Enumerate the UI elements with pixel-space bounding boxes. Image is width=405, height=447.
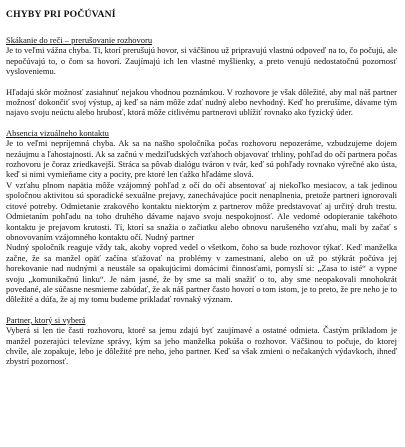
paragraph: Hľadajú skôr možnosť zasiahnuť nejakou vhodnou poznámkou. V rozhovore je však dôležité, aby mal náš partner možnosť dokončiť svoj výstup, aj keď sa nám môže zdať nudný alebo nevhodný. Keď ho prerušíme, dávame tým najavo svoju neúctu alebo hrubosť, ktorá môže citlivému partnerovi ublížiť rovnako ako fyzický úder. [6, 86, 397, 118]
section-eye-contact [6, 128, 397, 305]
section-heading: Absencia vizuálneho kontaktu [6, 127, 109, 138]
paragraph: Nudný spoločník reaguje vždy tak, akoby vopred vedel o všetkom, čoho sa bude rozhovor týkať. Keď manželka začne, že sa manžel opäť začína sťažovať na problémy v zamestnaní, alebo on už po stýkrát počúva jej horekovanie nad nudnými a neustále sa opakujúcimi domácimi činnosťami, pomyslí si: „Zasa to isté“ a vypne svoju „komunikačnú linku“. Je nám jasné, že by sme sa mali snažiť o to, aby sme neopakovali mnohokrát povedané, ale súčasne nesmieme zabúdať, že ak náš partner často hovorí o tom istom, je to preto, že pre neho je to dôležité a dúfa, že aj my tomu budeme prikladať rovnaký význam. [6, 242, 397, 305]
section-heading: Skákanie do reči – prerušovanie rozhovoru [6, 35, 153, 45]
paragraph: Je to veľmi nepríjemná chyba. Ak sa na našho spoločníka počas rozhovoru nepozeráme, vzbudzujeme dojem nezáujmu a ľahostajnosti. Ak sa začnú v medziľudských vzťahoch objavovať trhliny, pohľad do očí partnera počas rozhovoru je čoraz zriedkavejší. Strácа sa pôvab dialógu tváron v tvár, keď sú pohľady rovnako výrečné ako ústa, keď si nimi vymieňame city a pocity, pre ktoré len ťažko hľadáme slová. [6, 138, 397, 180]
document-title: CHYBY PRI POČÚVANÍ [6, 9, 116, 20]
paragraph: V vzťahu plnom napätia môže vzájomný pohľad z očí do očí absentovať aj niekoľko mesiacov, a tak jedinou spoločnou aktivitou sú sporadické sexuálne prejavy, zanechávajúce pocit nenaplnenia, pretože partneri ignorovali citové potreby. Odmietanie zrakového kontaktu niektorým z partnerov môže predstavovať aj určitý druh trestu. Odmietaním pohľadu na toho druhého dávame najavo svoju nespokojnosť. Ale vedomé odopieranie takéhoto kontaktu je prejavom krutosti. Tí, ktorí sa snažia o začiatku alebo obnovu narušeného vzťahu, mali by začať s obnovovaním vzájomného kontaktu očí. Nudný partner [6, 179, 397, 242]
paragraph: Je to veľmi vážna chyba. Ti, ktorí prerušujú hovor, si väčšinou už pripravujú vlastnú odpoveď na to, čo počujú, ale nepočúvajú to, o čom sa hovorí. Zaujímajú ich len vlastné myšlienky, a preto venujú nedostatočnú pozornosť vysloveniemu. [6, 45, 397, 77]
section-interrupting [6, 35, 397, 118]
paragraph: Vyberá si len tie časti rozhovoru, ktoré sa jemu zdajú byť zaujímavé a ostatné odmieta. Častým príkladom je manžel pozerajúci televízne správy, kým sa jeho manželka pokúša o rozhovor. Väčšinou to počuje, do ktorej chvíle, ale zopakuje, lebo je dôležité pre neho, jeho partner. Keď sa však zmieni o nečakaných výdavkoch, ihneď zbystrí pozornosť. [6, 325, 397, 367]
section-selective-partner [6, 315, 397, 367]
section-heading: Partner, ktorý si vyberá [6, 314, 86, 325]
